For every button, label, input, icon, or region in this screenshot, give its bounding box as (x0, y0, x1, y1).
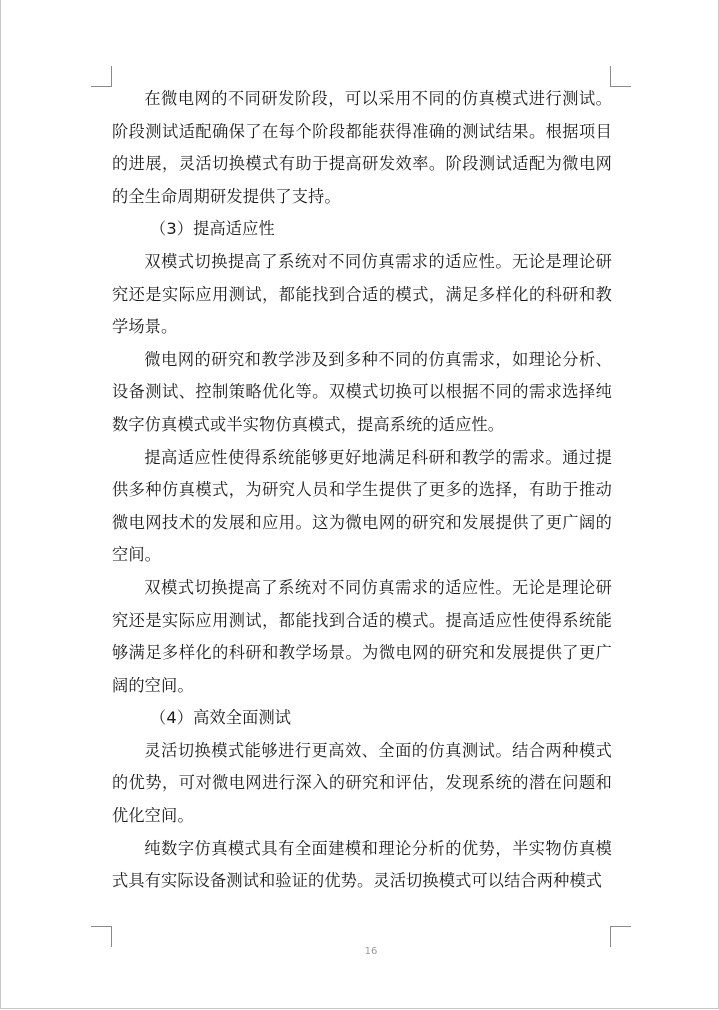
paragraph-adaptability-intro: 双模式切换提高了系统对不同仿真需求的适应性。无论是理论研究还是实际应用测试，都能找到合适的模式，满足多样化的科研和教学场景。 (112, 251, 612, 337)
crop-mark-bottom-right (610, 926, 631, 947)
paragraph-adaptability-summary: 双模式切换提高了系统对不同仿真需求的适应性。无论是理论研究还是实际应用测试，都能找到合适的模式。提高适应性使得系统能够满足多样化的科研和教学场景。为微电网的研究和发展提供了更广阔的空间。 (112, 577, 612, 695)
section-heading-efficient-testing: （4）高效全面测试 (150, 708, 292, 728)
paragraph-mode-advantages: 纯数字仿真模式具有全面建模和理论分析的优势，半实物仿真模式具有实际设备测试和验证的优势。灵活切换模式可以结合两种模式 (112, 838, 612, 891)
paragraph-efficient-testing: 灵活切换模式能够进行更高效、全面的仿真测试。结合两种模式的优势，可对微电网进行深入的研究和评估，发现系统的潜在问题和优化空间。 (112, 740, 612, 826)
body-text (112, 83, 612, 898)
page-number: 16 (364, 946, 378, 957)
paragraph-stage-testing: 在微电网的不同研发阶段，可以采用不同的仿真模式进行测试。阶段测试适配确保了在每个阶段都能获得准确的测试结果。根据项目的进展，灵活切换模式有助于提高研发效率。阶段测试适配为微电网的全生命周期研发提供了支持。 (112, 89, 612, 206)
crop-mark-top-left (91, 66, 112, 87)
paragraph-simulation-needs: 微电网的研究和教学涉及到多种不同的仿真需求，如理论分析、设备测试、控制策略优化等。双模式切换可以根据不同的需求选择纯数字仿真模式或半实物仿真模式，提高系统的适应性。 (112, 349, 612, 434)
crop-mark-top-right (610, 66, 631, 87)
paragraph-research-teaching: 提高适应性使得系统能够更好地满足科研和教学的需求。通过提供多种仿真模式，为研究人员和学生提供了更多的选择，有助于推动微电网技术的发展和应用。这为微电网的研究和发展提供了更广阔的空间。 (112, 447, 612, 565)
crop-mark-bottom-left (91, 926, 112, 947)
section-heading-improve-adaptability: （3）提高适应性 (150, 219, 275, 239)
